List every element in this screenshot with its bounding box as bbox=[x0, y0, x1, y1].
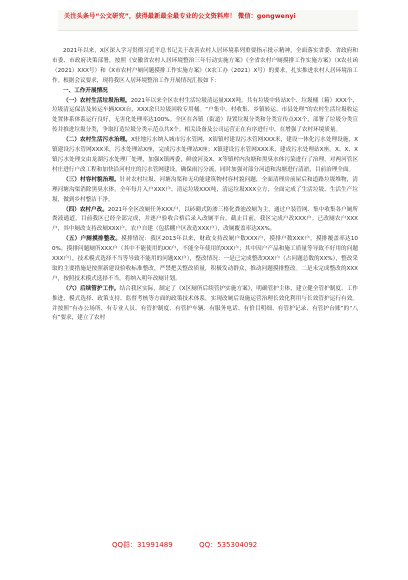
paragraph-survey: （五）户厕摸排整改。摸排情况：我区2013年以来，财政支持改厕户数XXX户，摸排户数XXX户，摸排覆盖率达100%。摸排问题厕所XXX户（其中不能使用的XX户，不能全年使用的XXX户；其中因户产品和施工质量等导致不好用的问题XXX户），技术模式选择不当等导致不能用的问题XX户），整改情况：一是已完成整改XXX户（占问题总数的XX%），整改采取的主要措施是按照新建设验收标准整改，严禁把关整改质量，积极发动群众，推动问题摸排整改。二是未完成整改的XXX户，按照技术模式选择不当，将纳入明年改厕计划。 bbox=[52, 236, 358, 282]
intro-paragraph: 2021年以来，X区深入学习贯彻习近平总书记关于改善农村人居环境系列重要指示批示精神，全面落实省委、省政府和市委、市政府决策部署，按照《安徽省农村人居环境整治三年行动实施方案》《全省农村户厕摸排工作实施方案》（X农社函（2021）XXX号）和《X市农村户厕问题摸排工作实施方案》（X农工办（2021）X号）的要求，扎实推进农村人居环境治工作。根据会议要求，现将我区人居环境整治工作开展情况汇报如下： bbox=[52, 48, 358, 84]
section-heading: 一、工作开展情况 bbox=[63, 87, 108, 94]
qq-text: QQ：535304092 bbox=[199, 541, 258, 549]
qq-group-text: QQ群：31991489 bbox=[112, 541, 173, 549]
paragraph-maintenance: （六）后续管护工作。结合我区实际，制定了《X区厕所后续管护实施方案》，明确管护主体、建立健全管护制度、工作推进、模式选择、政策支持、监督考核等方面的政策技术体系，实现改厕后设施运营治理长效化利用与长效管护运行有效。并按照“有办公场所、有专业人员、有管护制度、有管护车辆、有服务电话、有价目明细、有管护记录、有管护台账”的“八有”要求，建立了农村 bbox=[52, 285, 358, 322]
paragraph-sewage: （二）农村生活污水治理。X驻地污水纳入城市污水管网，X街镇村建设污水管网XXX米，建设一体化污水处理设施，X镇建设污水管网XXX米，污水处理站X座，完成污水处理站X座；X镇建设污水管网XXX米，建成污水处理站X座。X、X、X镇污水处理交由龙湖污水处理厂处理，加强X镇两委，鲜放河及X、X等镇村内沟塘和黑臭水体污染进行了治理，对两河管区村庄进行户改工程和加快沿河村庄的污水管网建设，确保雨污分流，同时加强对部分河道和沟塘进行清淤，目前治理全面。 bbox=[52, 137, 358, 173]
paragraph-toilet: （四）农村户改。2021年全区改厕任务XXX户，以砖砌式防渗三格化粪池改厕为主，通过户装管网、集中收集各户厕所粪液通道，目前我区已经全部完成，并逐户验收合格后录入改厕平台。截止目前，我区完成户改XXX户。已改厕农户XXX户，其中厕改支持改厕XXX户，农户自建（包括棚户区改造XXX户），改厕覆盖率达XX%。 bbox=[52, 206, 358, 233]
paragraph-village: （三）村容村貌治理。针对农村垃圾、河塘沟渠和无功能建筑物村容村貌问题，全面清理房前屋后和道路垃圾堆物，清理河塘沟渠消除黑臭水体。全年每月入户XXX户，清运垃圾XXX吨，清运垃圾XXX立方，全面完成了生活垃圾、生活生产垃圾，做到乡村整洁干净。 bbox=[52, 176, 358, 203]
paragraph-waste: （一）农村生活垃圾治理。2021年以来全区农村生活垃圾清运量XXX吨，共有垃圾中转站X个、垃圾桶（箱）XXX个、垃圾清运保洁及转运车辆XXX台，XXX余只垃圾回收专用桶。“户集中、村收集、乡镇转运、市县处理”的农村生活垃圾收运处置体系体系运行良好，无害化处理率达100%。全区在各镇（街道）设置垃圾分类和分类宣传点XX个，部署了垃圾分类宣传并推进垃圾分类，争取打造垃圾分类示范点共X个。相关设备及公司运营正在有序进行中，在增强了农村环境质量。 bbox=[52, 97, 358, 134]
document-body bbox=[52, 47, 358, 324]
banner-text: 关注头条号“公文研究”，获得最新最全最专业的公文资料库！ 微信：gongwenyi bbox=[64, 13, 296, 20]
footer-contact bbox=[112, 540, 312, 550]
